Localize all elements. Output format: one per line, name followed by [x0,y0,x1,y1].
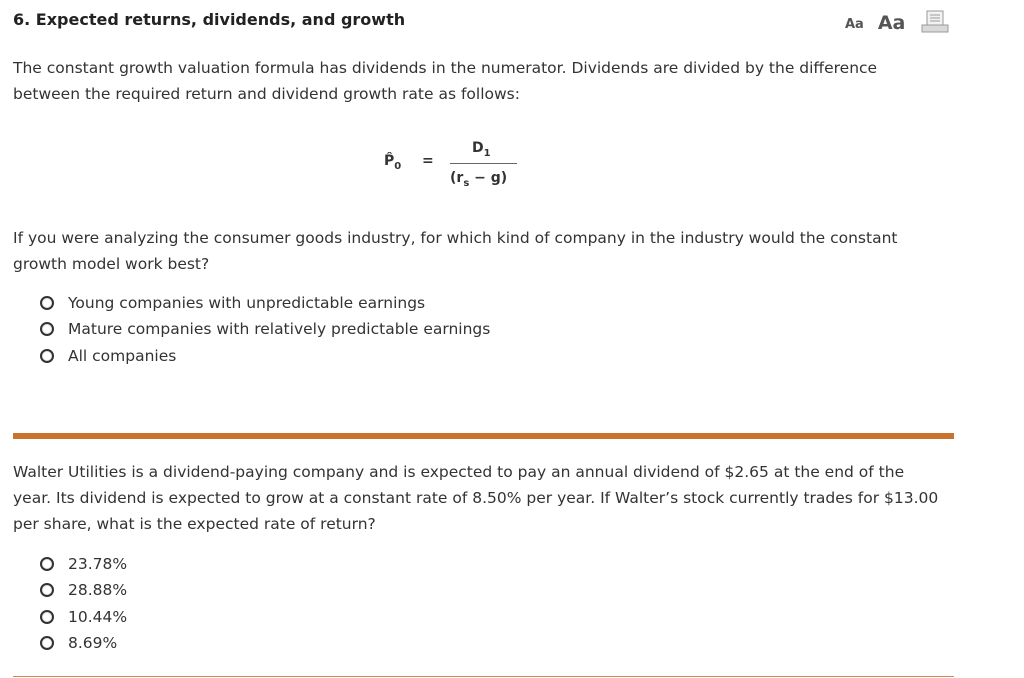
answer-option[interactable] [40,316,490,342]
answer-options [40,290,490,369]
option-label: 10.44% [68,607,128,626]
radio-button[interactable] [40,610,54,624]
option-label: Mature companies with relatively predictable earnings [68,320,491,339]
walter-answer-options [40,551,127,656]
option-label: All companies [68,346,177,365]
answer-option[interactable] [40,604,127,630]
decrease-font-button[interactable]: Aa [845,17,864,32]
option-label: 23.78% [68,555,128,574]
option-label: Young companies with unpredictable earnings [68,294,426,313]
question-text: If you were analyzing the consumer goods industry, for which kind of company in the industry would the constant growth model work best? [13,229,898,273]
formula-denominator: $(r_s - g)$ [450,170,508,189]
radio-button[interactable] [40,583,54,597]
answer-option[interactable] [40,551,127,577]
question-title: 6. Expected returns, dividends, and growth [13,10,406,29]
walter-question-text: Walter Utilities is a dividend-paying company and is expected to pay an annual dividend of $2.65 at the end of the year. Its dividend is expected to grow at a constant rate of 8.50% per year. If Walter’s stock currently trades for $13.00 per share, what is the expected rate of return? [13,463,939,533]
text-tools [845,10,949,34]
constant-growth-formula [384,140,524,190]
intro-text: The constant growth valuation formula has dividends in the numerator. Dividends are divided by the difference between the required return and dividend growth rate as follows: [13,59,878,103]
formula-numerator: $D_1$ [472,140,491,159]
answer-option[interactable] [40,290,490,316]
fraction-bar [450,163,517,164]
formula-price: $P̂_0$ [384,153,402,172]
answer-option[interactable] [40,630,127,656]
radio-button[interactable] [40,636,54,650]
formula-equals: = [422,153,434,169]
answer-option[interactable] [40,343,490,369]
increase-font-button[interactable]: Aa [877,12,906,34]
bottom-divider [13,676,954,677]
radio-button[interactable] [40,557,54,571]
option-label: 28.88% [68,581,128,600]
radio-button[interactable] [40,322,54,336]
section-divider [13,433,954,439]
print-icon[interactable] [921,10,949,34]
option-label: 8.69% [68,634,118,653]
radio-button[interactable] [40,349,54,363]
answer-option[interactable] [40,577,127,603]
radio-button[interactable] [40,296,54,310]
